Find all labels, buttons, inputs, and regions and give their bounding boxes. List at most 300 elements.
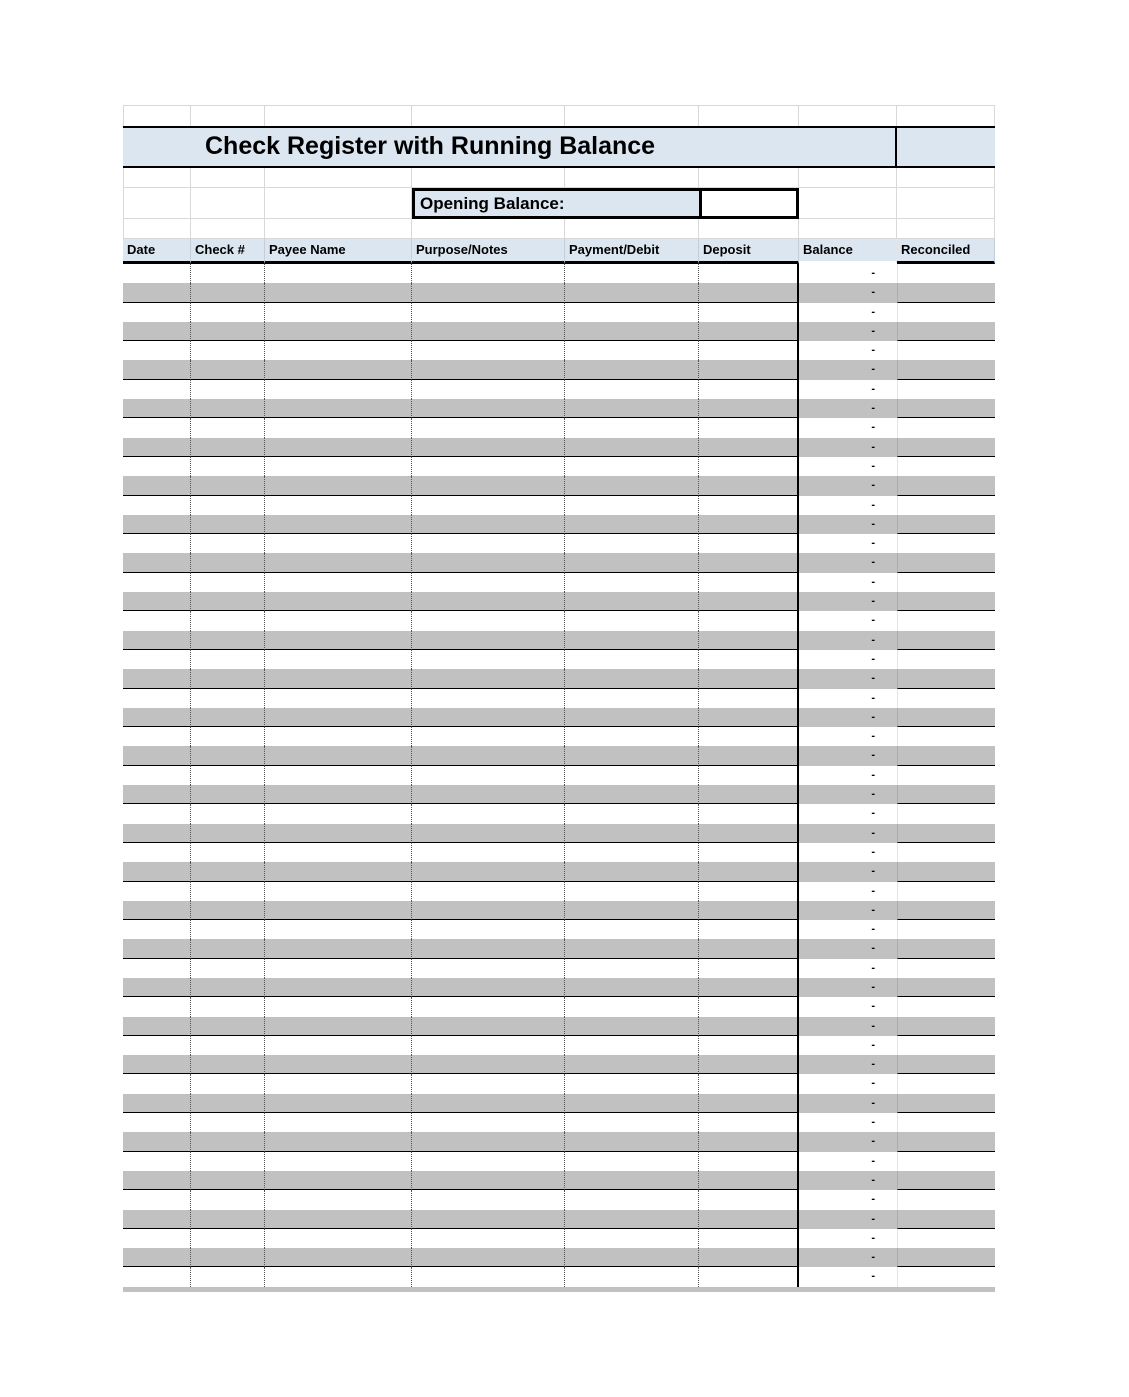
purpose-cell[interactable]: [412, 1074, 565, 1093]
payee-cell[interactable]: [265, 882, 412, 901]
deposit-cell[interactable]: [699, 939, 799, 958]
payment-cell[interactable]: [565, 746, 699, 765]
check-number-cell[interactable]: [191, 418, 265, 437]
payee-cell[interactable]: [265, 457, 412, 476]
purpose-cell[interactable]: [412, 804, 565, 823]
check-number-cell[interactable]: [191, 322, 265, 341]
purpose-cell[interactable]: [412, 592, 565, 611]
deposit-cell[interactable]: [699, 1210, 799, 1229]
deposit-cell[interactable]: [699, 515, 799, 534]
check-number-cell[interactable]: [191, 843, 265, 862]
date-cell[interactable]: [123, 573, 191, 592]
check-number-cell[interactable]: [191, 785, 265, 804]
reconciled-cell[interactable]: [897, 1132, 995, 1151]
date-cell[interactable]: [123, 1210, 191, 1229]
payment-cell[interactable]: [565, 303, 699, 322]
deposit-cell[interactable]: [699, 438, 799, 457]
payment-cell[interactable]: [565, 515, 699, 534]
reconciled-cell[interactable]: [897, 862, 995, 881]
purpose-cell[interactable]: [412, 727, 565, 746]
payment-cell[interactable]: [565, 592, 699, 611]
deposit-cell[interactable]: [699, 1152, 799, 1171]
deposit-cell[interactable]: [699, 1055, 799, 1074]
deposit-cell[interactable]: [699, 341, 799, 360]
purpose-cell[interactable]: [412, 341, 565, 360]
date-cell[interactable]: [123, 360, 191, 379]
check-number-cell[interactable]: [191, 303, 265, 322]
check-number-cell[interactable]: [191, 824, 265, 843]
deposit-cell[interactable]: [699, 457, 799, 476]
date-cell[interactable]: [123, 920, 191, 939]
payment-cell[interactable]: [565, 727, 699, 746]
date-cell[interactable]: [123, 1074, 191, 1093]
payee-cell[interactable]: [265, 824, 412, 843]
purpose-cell[interactable]: [412, 1190, 565, 1209]
reconciled-cell[interactable]: [897, 1113, 995, 1132]
payment-cell[interactable]: [565, 1132, 699, 1151]
deposit-cell[interactable]: [699, 766, 799, 785]
reconciled-cell[interactable]: [897, 553, 995, 572]
reconciled-cell[interactable]: [897, 920, 995, 939]
payment-cell[interactable]: [565, 1094, 699, 1113]
date-cell[interactable]: [123, 611, 191, 630]
purpose-cell[interactable]: [412, 264, 565, 283]
reconciled-cell[interactable]: [897, 978, 995, 997]
deposit-cell[interactable]: [699, 708, 799, 727]
payee-cell[interactable]: [265, 264, 412, 283]
deposit-cell[interactable]: [699, 843, 799, 862]
purpose-cell[interactable]: [412, 631, 565, 650]
reconciled-cell[interactable]: [897, 264, 995, 283]
date-cell[interactable]: [123, 669, 191, 688]
deposit-cell[interactable]: [699, 746, 799, 765]
purpose-cell[interactable]: [412, 399, 565, 418]
reconciled-cell[interactable]: [897, 959, 995, 978]
payee-cell[interactable]: [265, 997, 412, 1016]
check-number-cell[interactable]: [191, 746, 265, 765]
deposit-cell[interactable]: [699, 592, 799, 611]
payment-cell[interactable]: [565, 959, 699, 978]
payee-cell[interactable]: [265, 746, 412, 765]
deposit-cell[interactable]: [699, 920, 799, 939]
payment-cell[interactable]: [565, 785, 699, 804]
purpose-cell[interactable]: [412, 1267, 565, 1286]
date-cell[interactable]: [123, 1190, 191, 1209]
purpose-cell[interactable]: [412, 438, 565, 457]
reconciled-cell[interactable]: [897, 804, 995, 823]
deposit-cell[interactable]: [699, 322, 799, 341]
deposit-cell[interactable]: [699, 785, 799, 804]
reconciled-cell[interactable]: [897, 1036, 995, 1055]
check-number-cell[interactable]: [191, 476, 265, 495]
purpose-cell[interactable]: [412, 1171, 565, 1190]
check-number-cell[interactable]: [191, 631, 265, 650]
check-number-cell[interactable]: [191, 1190, 265, 1209]
payment-cell[interactable]: [565, 476, 699, 495]
check-number-cell[interactable]: [191, 727, 265, 746]
payment-cell[interactable]: [565, 264, 699, 283]
deposit-cell[interactable]: [699, 380, 799, 399]
payment-cell[interactable]: [565, 380, 699, 399]
check-number-cell[interactable]: [191, 1229, 265, 1248]
reconciled-cell[interactable]: [897, 573, 995, 592]
check-number-cell[interactable]: [191, 1017, 265, 1036]
check-number-cell[interactable]: [191, 438, 265, 457]
purpose-cell[interactable]: [412, 534, 565, 553]
payment-cell[interactable]: [565, 322, 699, 341]
payment-cell[interactable]: [565, 1171, 699, 1190]
payee-cell[interactable]: [265, 978, 412, 997]
check-number-cell[interactable]: [191, 804, 265, 823]
purpose-cell[interactable]: [412, 1113, 565, 1132]
reconciled-cell[interactable]: [897, 418, 995, 437]
check-number-cell[interactable]: [191, 766, 265, 785]
check-number-cell[interactable]: [191, 978, 265, 997]
deposit-cell[interactable]: [699, 882, 799, 901]
check-number-cell[interactable]: [191, 959, 265, 978]
reconciled-cell[interactable]: [897, 1094, 995, 1113]
purpose-cell[interactable]: [412, 920, 565, 939]
purpose-cell[interactable]: [412, 1132, 565, 1151]
deposit-cell[interactable]: [699, 573, 799, 592]
date-cell[interactable]: [123, 1248, 191, 1267]
payment-cell[interactable]: [565, 862, 699, 881]
opening-balance-input[interactable]: [702, 191, 796, 216]
payee-cell[interactable]: [265, 631, 412, 650]
payee-cell[interactable]: [265, 534, 412, 553]
payee-cell[interactable]: [265, 901, 412, 920]
check-number-cell[interactable]: [191, 1094, 265, 1113]
check-number-cell[interactable]: [191, 399, 265, 418]
purpose-cell[interactable]: [412, 1248, 565, 1267]
reconciled-cell[interactable]: [897, 534, 995, 553]
reconciled-cell[interactable]: [897, 438, 995, 457]
date-cell[interactable]: [123, 399, 191, 418]
deposit-cell[interactable]: [699, 399, 799, 418]
reconciled-cell[interactable]: [897, 611, 995, 630]
purpose-cell[interactable]: [412, 901, 565, 920]
payment-cell[interactable]: [565, 824, 699, 843]
deposit-cell[interactable]: [699, 418, 799, 437]
date-cell[interactable]: [123, 997, 191, 1016]
payment-cell[interactable]: [565, 689, 699, 708]
deposit-cell[interactable]: [699, 1132, 799, 1151]
date-cell[interactable]: [123, 727, 191, 746]
deposit-cell[interactable]: [699, 534, 799, 553]
check-number-cell[interactable]: [191, 457, 265, 476]
check-number-cell[interactable]: [191, 650, 265, 669]
check-number-cell[interactable]: [191, 1171, 265, 1190]
payment-cell[interactable]: [565, 553, 699, 572]
reconciled-cell[interactable]: [897, 727, 995, 746]
check-number-cell[interactable]: [191, 1210, 265, 1229]
payee-cell[interactable]: [265, 1132, 412, 1151]
payee-cell[interactable]: [265, 553, 412, 572]
deposit-cell[interactable]: [699, 303, 799, 322]
reconciled-cell[interactable]: [897, 592, 995, 611]
purpose-cell[interactable]: [412, 1210, 565, 1229]
payee-cell[interactable]: [265, 341, 412, 360]
payment-cell[interactable]: [565, 457, 699, 476]
date-cell[interactable]: [123, 438, 191, 457]
check-number-cell[interactable]: [191, 515, 265, 534]
payment-cell[interactable]: [565, 1017, 699, 1036]
reconciled-cell[interactable]: [897, 882, 995, 901]
payee-cell[interactable]: [265, 1036, 412, 1055]
deposit-cell[interactable]: [699, 1248, 799, 1267]
deposit-cell[interactable]: [699, 1229, 799, 1248]
date-cell[interactable]: [123, 824, 191, 843]
reconciled-cell[interactable]: [897, 1229, 995, 1248]
date-cell[interactable]: [123, 978, 191, 997]
deposit-cell[interactable]: [699, 1017, 799, 1036]
check-number-cell[interactable]: [191, 997, 265, 1016]
reconciled-cell[interactable]: [897, 1210, 995, 1229]
payment-cell[interactable]: [565, 399, 699, 418]
payment-cell[interactable]: [565, 650, 699, 669]
check-number-cell[interactable]: [191, 573, 265, 592]
payment-cell[interactable]: [565, 1210, 699, 1229]
purpose-cell[interactable]: [412, 418, 565, 437]
payment-cell[interactable]: [565, 534, 699, 553]
payment-cell[interactable]: [565, 978, 699, 997]
payee-cell[interactable]: [265, 592, 412, 611]
check-number-cell[interactable]: [191, 669, 265, 688]
reconciled-cell[interactable]: [897, 1190, 995, 1209]
date-cell[interactable]: [123, 959, 191, 978]
payment-cell[interactable]: [565, 901, 699, 920]
payment-cell[interactable]: [565, 1248, 699, 1267]
payment-cell[interactable]: [565, 1267, 699, 1286]
reconciled-cell[interactable]: [897, 1017, 995, 1036]
check-number-cell[interactable]: [191, 939, 265, 958]
payment-cell[interactable]: [565, 438, 699, 457]
deposit-cell[interactable]: [699, 1171, 799, 1190]
purpose-cell[interactable]: [412, 939, 565, 958]
deposit-cell[interactable]: [699, 804, 799, 823]
check-number-cell[interactable]: [191, 882, 265, 901]
deposit-cell[interactable]: [699, 862, 799, 881]
reconciled-cell[interactable]: [897, 631, 995, 650]
payee-cell[interactable]: [265, 1190, 412, 1209]
purpose-cell[interactable]: [412, 496, 565, 515]
check-number-cell[interactable]: [191, 534, 265, 553]
date-cell[interactable]: [123, 1036, 191, 1055]
deposit-cell[interactable]: [699, 689, 799, 708]
date-cell[interactable]: [123, 785, 191, 804]
payment-cell[interactable]: [565, 1113, 699, 1132]
purpose-cell[interactable]: [412, 959, 565, 978]
purpose-cell[interactable]: [412, 476, 565, 495]
check-number-cell[interactable]: [191, 1152, 265, 1171]
date-cell[interactable]: [123, 476, 191, 495]
date-cell[interactable]: [123, 1267, 191, 1286]
check-number-cell[interactable]: [191, 1113, 265, 1132]
check-number-cell[interactable]: [191, 496, 265, 515]
payee-cell[interactable]: [265, 1055, 412, 1074]
payee-cell[interactable]: [265, 1074, 412, 1093]
deposit-cell[interactable]: [699, 283, 799, 302]
deposit-cell[interactable]: [699, 1094, 799, 1113]
payment-cell[interactable]: [565, 843, 699, 862]
purpose-cell[interactable]: [412, 1017, 565, 1036]
purpose-cell[interactable]: [412, 766, 565, 785]
payee-cell[interactable]: [265, 611, 412, 630]
payee-cell[interactable]: [265, 1248, 412, 1267]
payee-cell[interactable]: [265, 766, 412, 785]
reconciled-cell[interactable]: [897, 303, 995, 322]
reconciled-cell[interactable]: [897, 457, 995, 476]
purpose-cell[interactable]: [412, 573, 565, 592]
payee-cell[interactable]: [265, 843, 412, 862]
purpose-cell[interactable]: [412, 1094, 565, 1113]
deposit-cell[interactable]: [699, 978, 799, 997]
payment-cell[interactable]: [565, 360, 699, 379]
payee-cell[interactable]: [265, 708, 412, 727]
reconciled-cell[interactable]: [897, 515, 995, 534]
deposit-cell[interactable]: [699, 669, 799, 688]
reconciled-cell[interactable]: [897, 496, 995, 515]
reconciled-cell[interactable]: [897, 650, 995, 669]
purpose-cell[interactable]: [412, 978, 565, 997]
check-number-cell[interactable]: [191, 1055, 265, 1074]
payment-cell[interactable]: [565, 573, 699, 592]
check-number-cell[interactable]: [191, 341, 265, 360]
date-cell[interactable]: [123, 1055, 191, 1074]
date-cell[interactable]: [123, 534, 191, 553]
payment-cell[interactable]: [565, 1036, 699, 1055]
check-number-cell[interactable]: [191, 1267, 265, 1286]
check-number-cell[interactable]: [191, 553, 265, 572]
deposit-cell[interactable]: [699, 264, 799, 283]
payee-cell[interactable]: [265, 1152, 412, 1171]
payee-cell[interactable]: [265, 438, 412, 457]
reconciled-cell[interactable]: [897, 669, 995, 688]
check-number-cell[interactable]: [191, 592, 265, 611]
deposit-cell[interactable]: [699, 1190, 799, 1209]
purpose-cell[interactable]: [412, 862, 565, 881]
reconciled-cell[interactable]: [897, 843, 995, 862]
check-number-cell[interactable]: [191, 611, 265, 630]
payee-cell[interactable]: [265, 1229, 412, 1248]
check-number-cell[interactable]: [191, 1248, 265, 1267]
date-cell[interactable]: [123, 1017, 191, 1036]
deposit-cell[interactable]: [699, 496, 799, 515]
payee-cell[interactable]: [265, 399, 412, 418]
date-cell[interactable]: [123, 862, 191, 881]
reconciled-cell[interactable]: [897, 322, 995, 341]
reconciled-cell[interactable]: [897, 1055, 995, 1074]
deposit-cell[interactable]: [699, 901, 799, 920]
date-cell[interactable]: [123, 939, 191, 958]
purpose-cell[interactable]: [412, 708, 565, 727]
purpose-cell[interactable]: [412, 1229, 565, 1248]
date-cell[interactable]: [123, 303, 191, 322]
reconciled-cell[interactable]: [897, 939, 995, 958]
purpose-cell[interactable]: [412, 1152, 565, 1171]
reconciled-cell[interactable]: [897, 1248, 995, 1267]
purpose-cell[interactable]: [412, 650, 565, 669]
date-cell[interactable]: [123, 1094, 191, 1113]
reconciled-cell[interactable]: [897, 341, 995, 360]
payment-cell[interactable]: [565, 1229, 699, 1248]
check-number-cell[interactable]: [191, 1074, 265, 1093]
date-cell[interactable]: [123, 1229, 191, 1248]
payment-cell[interactable]: [565, 1152, 699, 1171]
date-cell[interactable]: [123, 592, 191, 611]
payment-cell[interactable]: [565, 882, 699, 901]
deposit-cell[interactable]: [699, 611, 799, 630]
payee-cell[interactable]: [265, 283, 412, 302]
purpose-cell[interactable]: [412, 824, 565, 843]
purpose-cell[interactable]: [412, 553, 565, 572]
purpose-cell[interactable]: [412, 1055, 565, 1074]
payee-cell[interactable]: [265, 1094, 412, 1113]
deposit-cell[interactable]: [699, 650, 799, 669]
purpose-cell[interactable]: [412, 515, 565, 534]
reconciled-cell[interactable]: [897, 708, 995, 727]
payment-cell[interactable]: [565, 631, 699, 650]
payee-cell[interactable]: [265, 573, 412, 592]
purpose-cell[interactable]: [412, 669, 565, 688]
reconciled-cell[interactable]: [897, 689, 995, 708]
deposit-cell[interactable]: [699, 997, 799, 1016]
reconciled-cell[interactable]: [897, 399, 995, 418]
payee-cell[interactable]: [265, 515, 412, 534]
payment-cell[interactable]: [565, 1190, 699, 1209]
deposit-cell[interactable]: [699, 360, 799, 379]
payee-cell[interactable]: [265, 650, 412, 669]
date-cell[interactable]: [123, 708, 191, 727]
purpose-cell[interactable]: [412, 360, 565, 379]
payee-cell[interactable]: [265, 1267, 412, 1286]
check-number-cell[interactable]: [191, 689, 265, 708]
date-cell[interactable]: [123, 496, 191, 515]
date-cell[interactable]: [123, 766, 191, 785]
reconciled-cell[interactable]: [897, 476, 995, 495]
date-cell[interactable]: [123, 804, 191, 823]
date-cell[interactable]: [123, 1171, 191, 1190]
payee-cell[interactable]: [265, 380, 412, 399]
payment-cell[interactable]: [565, 920, 699, 939]
payee-cell[interactable]: [265, 689, 412, 708]
payee-cell[interactable]: [265, 1171, 412, 1190]
deposit-cell[interactable]: [699, 959, 799, 978]
date-cell[interactable]: [123, 631, 191, 650]
date-cell[interactable]: [123, 380, 191, 399]
reconciled-cell[interactable]: [897, 766, 995, 785]
payment-cell[interactable]: [565, 997, 699, 1016]
payment-cell[interactable]: [565, 804, 699, 823]
purpose-cell[interactable]: [412, 303, 565, 322]
reconciled-cell[interactable]: [897, 746, 995, 765]
payment-cell[interactable]: [565, 669, 699, 688]
purpose-cell[interactable]: [412, 689, 565, 708]
date-cell[interactable]: [123, 264, 191, 283]
payment-cell[interactable]: [565, 1074, 699, 1093]
reconciled-cell[interactable]: [897, 380, 995, 399]
payee-cell[interactable]: [265, 727, 412, 746]
purpose-cell[interactable]: [412, 611, 565, 630]
reconciled-cell[interactable]: [897, 1267, 995, 1286]
payee-cell[interactable]: [265, 1210, 412, 1229]
payment-cell[interactable]: [565, 939, 699, 958]
purpose-cell[interactable]: [412, 785, 565, 804]
purpose-cell[interactable]: [412, 380, 565, 399]
payee-cell[interactable]: [265, 785, 412, 804]
purpose-cell[interactable]: [412, 882, 565, 901]
deposit-cell[interactable]: [699, 1036, 799, 1055]
